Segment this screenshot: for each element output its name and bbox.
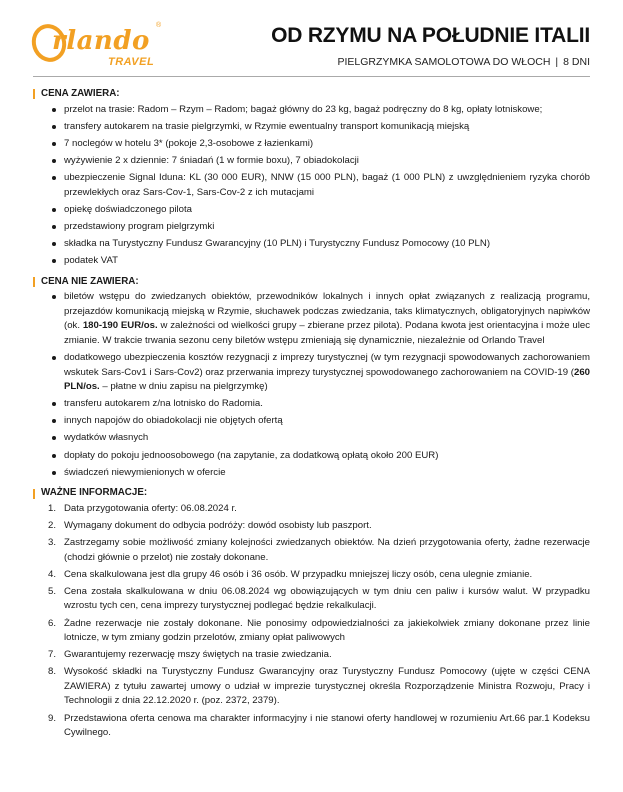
bullet-icon	[52, 176, 56, 180]
list-item: transferu autokarem z/na lotnisko do Radomia.	[33, 397, 590, 412]
item-number: 4.	[48, 568, 57, 580]
list-item: podatek VAT	[33, 254, 590, 269]
document-body	[33, 81, 590, 743]
section-accent-bar	[33, 277, 35, 287]
excludes-list	[33, 290, 590, 480]
item-number: 3.	[48, 537, 57, 549]
excludes-heading: CENA NIE ZAWIERA:	[41, 275, 139, 287]
list-item: 9. Przedstawiona oferta cenowa ma charakter informacyjny i nie stanowi oferty handlowej w rozumieniu Art.66 par.1 Kodeksu Cywilnego.	[48, 712, 590, 739]
item-number: 9.	[48, 712, 57, 724]
list-item: innych napojów do obiadokolacji nie objętych ofertą	[33, 414, 590, 429]
bullet-icon	[52, 471, 56, 475]
subtitle-separator: |	[555, 56, 559, 68]
list-item: 5. Cena została skalkulowana w dniu 06.08.2024 wg obowiązujących w tym dniu cen paliw i kursów walut. W przypadku wzrostu tych cen, cena imprezy turystycznej podlegać będzie rekalkulacji.	[48, 585, 590, 612]
list-item: transfery autokarem na trasie pielgrzymki, w Rzymie ewentualny transport komunikacją miejską	[33, 120, 590, 135]
list-item: 7 noclegów w hotelu 3* (pokoje 2,3-osobowe z łazienkami)	[33, 137, 590, 152]
list-item: dopłaty do pokoju jednoosobowego (na zapytanie, za dodatkową opłatą około 200 EUR)	[33, 449, 590, 464]
bullet-icon	[52, 436, 56, 440]
bullet-icon	[52, 419, 56, 423]
bullet-icon	[52, 208, 56, 212]
item-number: 7.	[48, 649, 57, 661]
logo-travel-text: TRAVEL	[108, 56, 155, 68]
orlando-travel-logo	[30, 22, 165, 82]
list-item: składka na Turystyczny Fundusz Gwarancyjny (10 PLN) i Turystyczny Fundusz Pomocowy (10 PLN)	[33, 237, 590, 252]
item-number: 6.	[48, 617, 57, 629]
item-number: 8.	[48, 666, 57, 678]
bullet-icon	[52, 454, 56, 458]
list-item: ubezpieczenie Signal Iduna: KL (30 000 EUR), NNW (15 000 PLN), bagaż (1 000 PLN) z uwzględnieniem ryzyka chorób przewlekłych oraz Sars-Cov-1, Sars-Cov-2 z ich mutacjami	[33, 171, 590, 200]
item-number: 5.	[48, 585, 57, 597]
list-item: przelot na trasie: Radom – Rzym – Radom; bagaż główny do 23 kg, bagaż podręczny do 8 kg, opłaty lotniskowe;	[33, 103, 590, 118]
list-item: świadczeń niewymienionych w ofercie	[33, 466, 590, 481]
section-heading-includes	[33, 87, 590, 102]
list-item: 7. Gwarantujemy rezerwację mszy świętych na trasie zwiedzania.	[33, 648, 590, 663]
bullet-icon	[52, 356, 56, 360]
insurance-amount: 260 PLN/os.	[64, 366, 590, 393]
list-item: dodatkowego ubezpieczenia kosztów rezygnacji z imprezy turystycznej (w tym rezygnacji spowodowanych zachorowaniem wskutek Sars-Cov1 i Sars-Cov2) oraz przerwania imprezy turystycznej spowodowanego zachorowaniem na COVID-19 (260 PLN/os. – płatne w dniu zapisu na pielgrzymkę)	[33, 351, 590, 395]
bullet-icon	[52, 142, 56, 146]
list-item: opiekę doświadczonego pilota	[33, 203, 590, 218]
bullet-icon	[52, 259, 56, 263]
list-item: wydatków własnych	[33, 431, 590, 446]
bullet-icon	[52, 402, 56, 406]
logo-wordmark: rlando	[52, 26, 150, 56]
bullet-icon	[52, 225, 56, 229]
info-heading: WAŻNE INFORMACJE:	[41, 487, 148, 499]
item-number: 2.	[48, 519, 57, 531]
item-number: 1.	[48, 502, 57, 514]
list-item: 4. Cena skalkulowana jest dla grupy 46 osób i 36 osób. W przypadku mniejszej liczy osób, cena ulegnie zmianie.	[33, 568, 590, 583]
bullet-icon	[52, 159, 56, 163]
info-list	[33, 502, 590, 741]
includes-heading: CENA ZAWIERA:	[41, 88, 120, 99]
list-item: biletów wstępu do zwiedzanych obiektów, przewodników lokalnych i innych opłat związanych z realizacją programu, przejazdów komunikacją miejską w Rzymie, słuchawek podczas zwiedzania, taks klimatycznych, obligatoryjnych napiwków (ok. 180-190 EUR/os. w zależności od wielkości grupy – zbierane przez pilota). Podana kwota jest orientacyjna i może ulec zmianie. W trakcie trwania sezonu ceny biletów wstępu zmieniają się dynamicznie, niezależnie od Orlando Travel	[33, 290, 590, 348]
tips-amount: 180-190 EUR/os.	[82, 320, 158, 332]
list-item: 2. Wymagany dokument do odbycia podróży: dowód osobisty lub paszport.	[33, 519, 590, 534]
list-item: 8. Wysokość składki na Turystyczny Fundusz Gwarancyjny oraz Turystyczny Fundusz Pomocowy (ujęte w części CENA ZAWIERA) z tytułu zawartej umowy o udział w imprezie turystycznej określa Rozporządzenie Ministra Rozwoju, Pracy i Technologii z dnia 22.12.2020 r. (poz. 2372, 2379).	[48, 666, 590, 707]
list-item: przedstawiony program pielgrzymki	[33, 220, 590, 235]
section-heading-excludes	[33, 275, 590, 290]
bullet-icon	[52, 125, 56, 129]
header-divider	[33, 76, 590, 77]
section-accent-bar	[33, 489, 35, 499]
trip-type: PIELGRZYMKA SAMOLOTOWA DO WŁOCH	[337, 56, 551, 68]
trip-duration: 8 DNI	[563, 56, 590, 68]
includes-list	[33, 103, 590, 269]
document-title: OD RZYMU NA POŁUDNIE ITALII	[271, 24, 590, 47]
list-item: 1. Data przygotowania oferty: 06.08.2024 r.	[33, 502, 590, 517]
list-item: 3. Zastrzegamy sobie możliwość zmiany kolejności zwiedzanych obiektów. Na dzień przygotowania oferty, żadne rezerwacje (chodzi głównie o przelot) nie zostały dokonane.	[48, 537, 590, 563]
document-subtitle	[337, 56, 590, 68]
section-accent-bar	[33, 89, 35, 99]
bullet-icon	[52, 295, 56, 299]
bullet-icon	[52, 108, 56, 112]
section-heading-info	[33, 486, 590, 501]
list-item: wyżywienie 2 x dziennie: 7 śniadań (1 w formie boxu), 7 obiadokolacji	[33, 154, 590, 169]
logo-registered-mark: ®	[156, 22, 162, 29]
list-item: 6. Żadne rezerwacje nie zostały dokonane. Nie ponosimy odpowiedzialności za jakiekolwiek zmiany dokonane przez linie lotnicze, w tym zmiany godzin przelotów, zmiany opłat paliwowych	[48, 617, 590, 644]
bullet-icon	[52, 242, 56, 246]
